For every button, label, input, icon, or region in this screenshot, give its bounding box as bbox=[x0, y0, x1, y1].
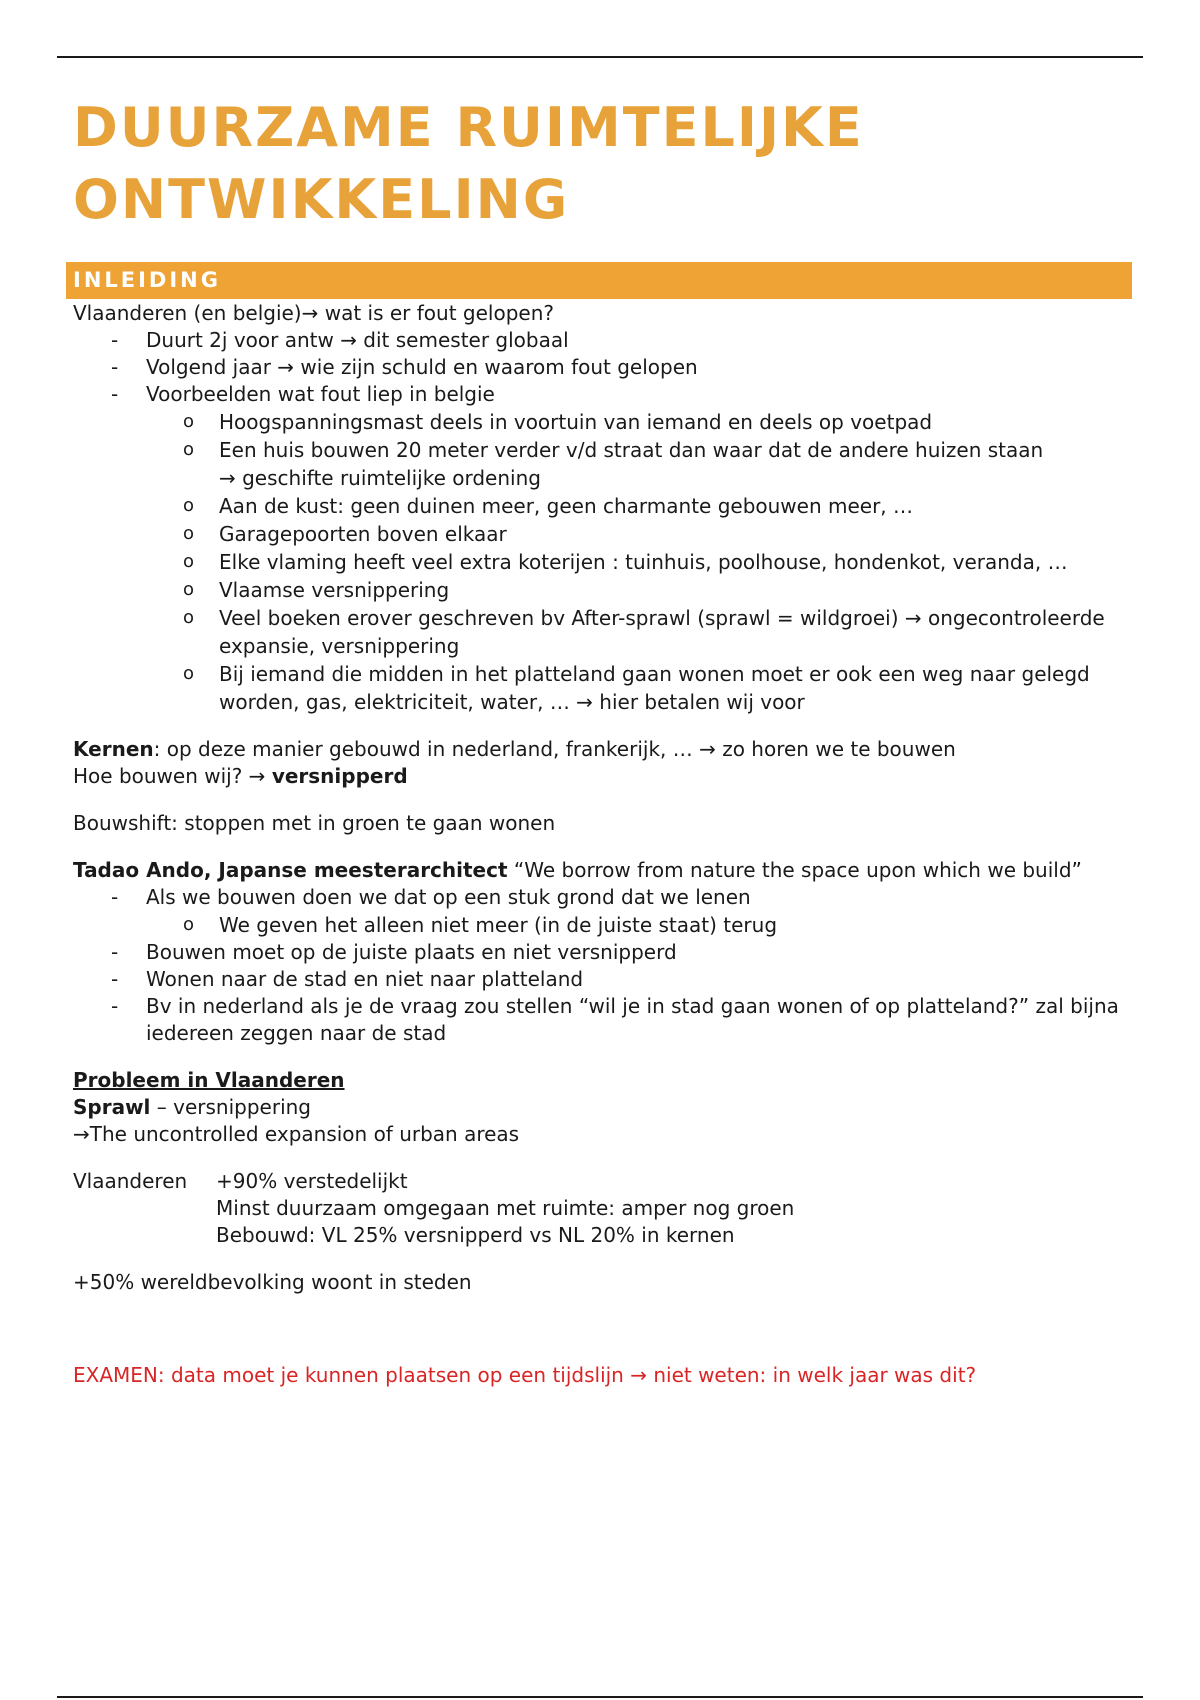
list-item: - Volgend jaar → wie zijn schuld en waarom fout gelopen bbox=[111, 355, 698, 379]
ando-list bbox=[73, 884, 1133, 1047]
examples-list bbox=[146, 408, 1133, 716]
document-body bbox=[73, 92, 1133, 1389]
ando-paragraph: Tadao Ando, Japanse meesterarchitect “We borrow from nature the space upon which we build” bbox=[73, 858, 1082, 882]
bouwshift-paragraph: Bouwshift: stoppen met in groen te gaan wonen bbox=[73, 811, 556, 835]
list-item: o We geven het alleen niet meer (in de juiste staat) terug bbox=[183, 913, 778, 937]
stat-line: +90% verstedelijkt bbox=[216, 1169, 408, 1193]
versnipperd-emphasis: versnipperd bbox=[271, 764, 408, 788]
document-title bbox=[73, 92, 1133, 236]
vlaanderen-stats bbox=[73, 1168, 1133, 1249]
list-item: - Duurt 2j voor antw → dit semester globaal bbox=[111, 328, 569, 352]
list-item: o Aan de kust: geen duinen meer, geen charmante gebouwen meer, … bbox=[183, 494, 914, 518]
vlaanderen-label: Vlaanderen bbox=[73, 1169, 188, 1193]
list-item: - Bv in nederland als je de vraag zou stellen “wil je in stad gaan wonen of op platteland?” zal bijna iedereen zeggen naar de stad bbox=[111, 994, 1119, 1045]
list-item: o Garagepoorten boven elkaar bbox=[183, 522, 507, 546]
hoe-paragraph: Hoe bouwen wij? → versnipperd bbox=[73, 764, 408, 788]
list-item: - Voorbeelden wat fout liep in belgie o Hoogspanningsmast deels in voortuin van iemand en deels op voetpad o Een huis bouwen 20 meter verder v/d straat dan waar dat de andere huizen staan → geschifte ruimtelijke ordening o Aan de kust: geen duinen meer, geen charmante gebouwen meer, … o Garagepoorten boven elkaar o Elke vlaming heeft veel extra koterijen : tuinhuis, poolhouse, hondenkot, veranda, … o Vlaamse versnippering o Veel boeken erover geschreven bv After-sprawl (sprawl = wildgroei) → ongecontroleerde expansie, versnippering o Bij iemand die midden in het platteland gaan wonen moet er ook een weg naar gelegd worden, gas, elektriciteit, water, … → hier betalen wij voor bbox=[73, 381, 1133, 716]
sprawl-paragraph: Sprawl – versnippering bbox=[73, 1095, 311, 1119]
title-line-2: ONTWIKKELING bbox=[73, 168, 570, 231]
list-item: o Elke vlaming heeft veel extra koterijen : tuinhuis, poolhouse, hondenkot, veranda, … bbox=[183, 550, 1068, 574]
ando-label: Tadao Ando, Japanse meesterarchitect bbox=[73, 858, 508, 882]
intro-list bbox=[73, 327, 1133, 716]
list-item: o Hoogspanningsmast deels in voortuin van iemand en deels op voetpad bbox=[183, 410, 933, 434]
sprawl-label: Sprawl bbox=[73, 1095, 151, 1119]
bottom-rule bbox=[57, 1696, 1143, 1698]
list-item: o Bij iemand die midden in het platteland gaan wonen moet er ook een weg naar gelegd worden, gas, elektriciteit, water, … → hier betalen wij voor bbox=[183, 662, 1090, 714]
intro-question: Vlaanderen (en belgie)→ wat is er fout gelopen? bbox=[73, 301, 554, 325]
exam-note: EXAMEN: data moet je kunnen plaatsen op een tijdslijn → niet weten: in welk jaar was dit? bbox=[73, 1363, 977, 1387]
wereld-paragraph: +50% wereldbevolking woont in steden bbox=[73, 1270, 472, 1294]
list-item: o Vlaamse versnippering bbox=[183, 578, 450, 602]
title-line-1: DUURZAME RUIMTELIJKE bbox=[73, 96, 864, 159]
list-item: - Bouwen moet op de juiste plaats en niet versnipperd bbox=[111, 940, 677, 964]
stat-line: Minst duurzaam omgegaan met ruimte: amper nog groen bbox=[216, 1196, 795, 1220]
sprawl-definition: →The uncontrolled expansion of urban areas bbox=[73, 1122, 520, 1146]
probleem-heading: Probleem in Vlaanderen bbox=[73, 1068, 345, 1092]
stat-line: Bebouwd: VL 25% versnipperd vs NL 20% in kernen bbox=[216, 1223, 735, 1247]
list-item: - Als we bouwen doen we dat op een stuk grond dat we lenen o We geven het alleen niet meer (in de juiste staat) terug bbox=[73, 884, 1133, 939]
kernen-label: Kernen bbox=[73, 737, 154, 761]
list-item: o Veel boeken erover geschreven bv After-sprawl (sprawl = wildgroei) → ongecontroleerde expansie, versnippering bbox=[183, 606, 1105, 658]
list-item: o Een huis bouwen 20 meter verder v/d straat dan waar dat de andere huizen staan → geschifte ruimtelijke ordening bbox=[183, 438, 1044, 490]
kernen-paragraph: Kernen: op deze manier gebouwd in nederland, frankerijk, … → zo horen we te bouwen bbox=[73, 737, 956, 761]
top-rule bbox=[57, 56, 1143, 58]
list-item: - Wonen naar de stad en niet naar platteland bbox=[111, 967, 584, 991]
section-heading-inleiding: INLEIDING bbox=[66, 262, 1132, 299]
